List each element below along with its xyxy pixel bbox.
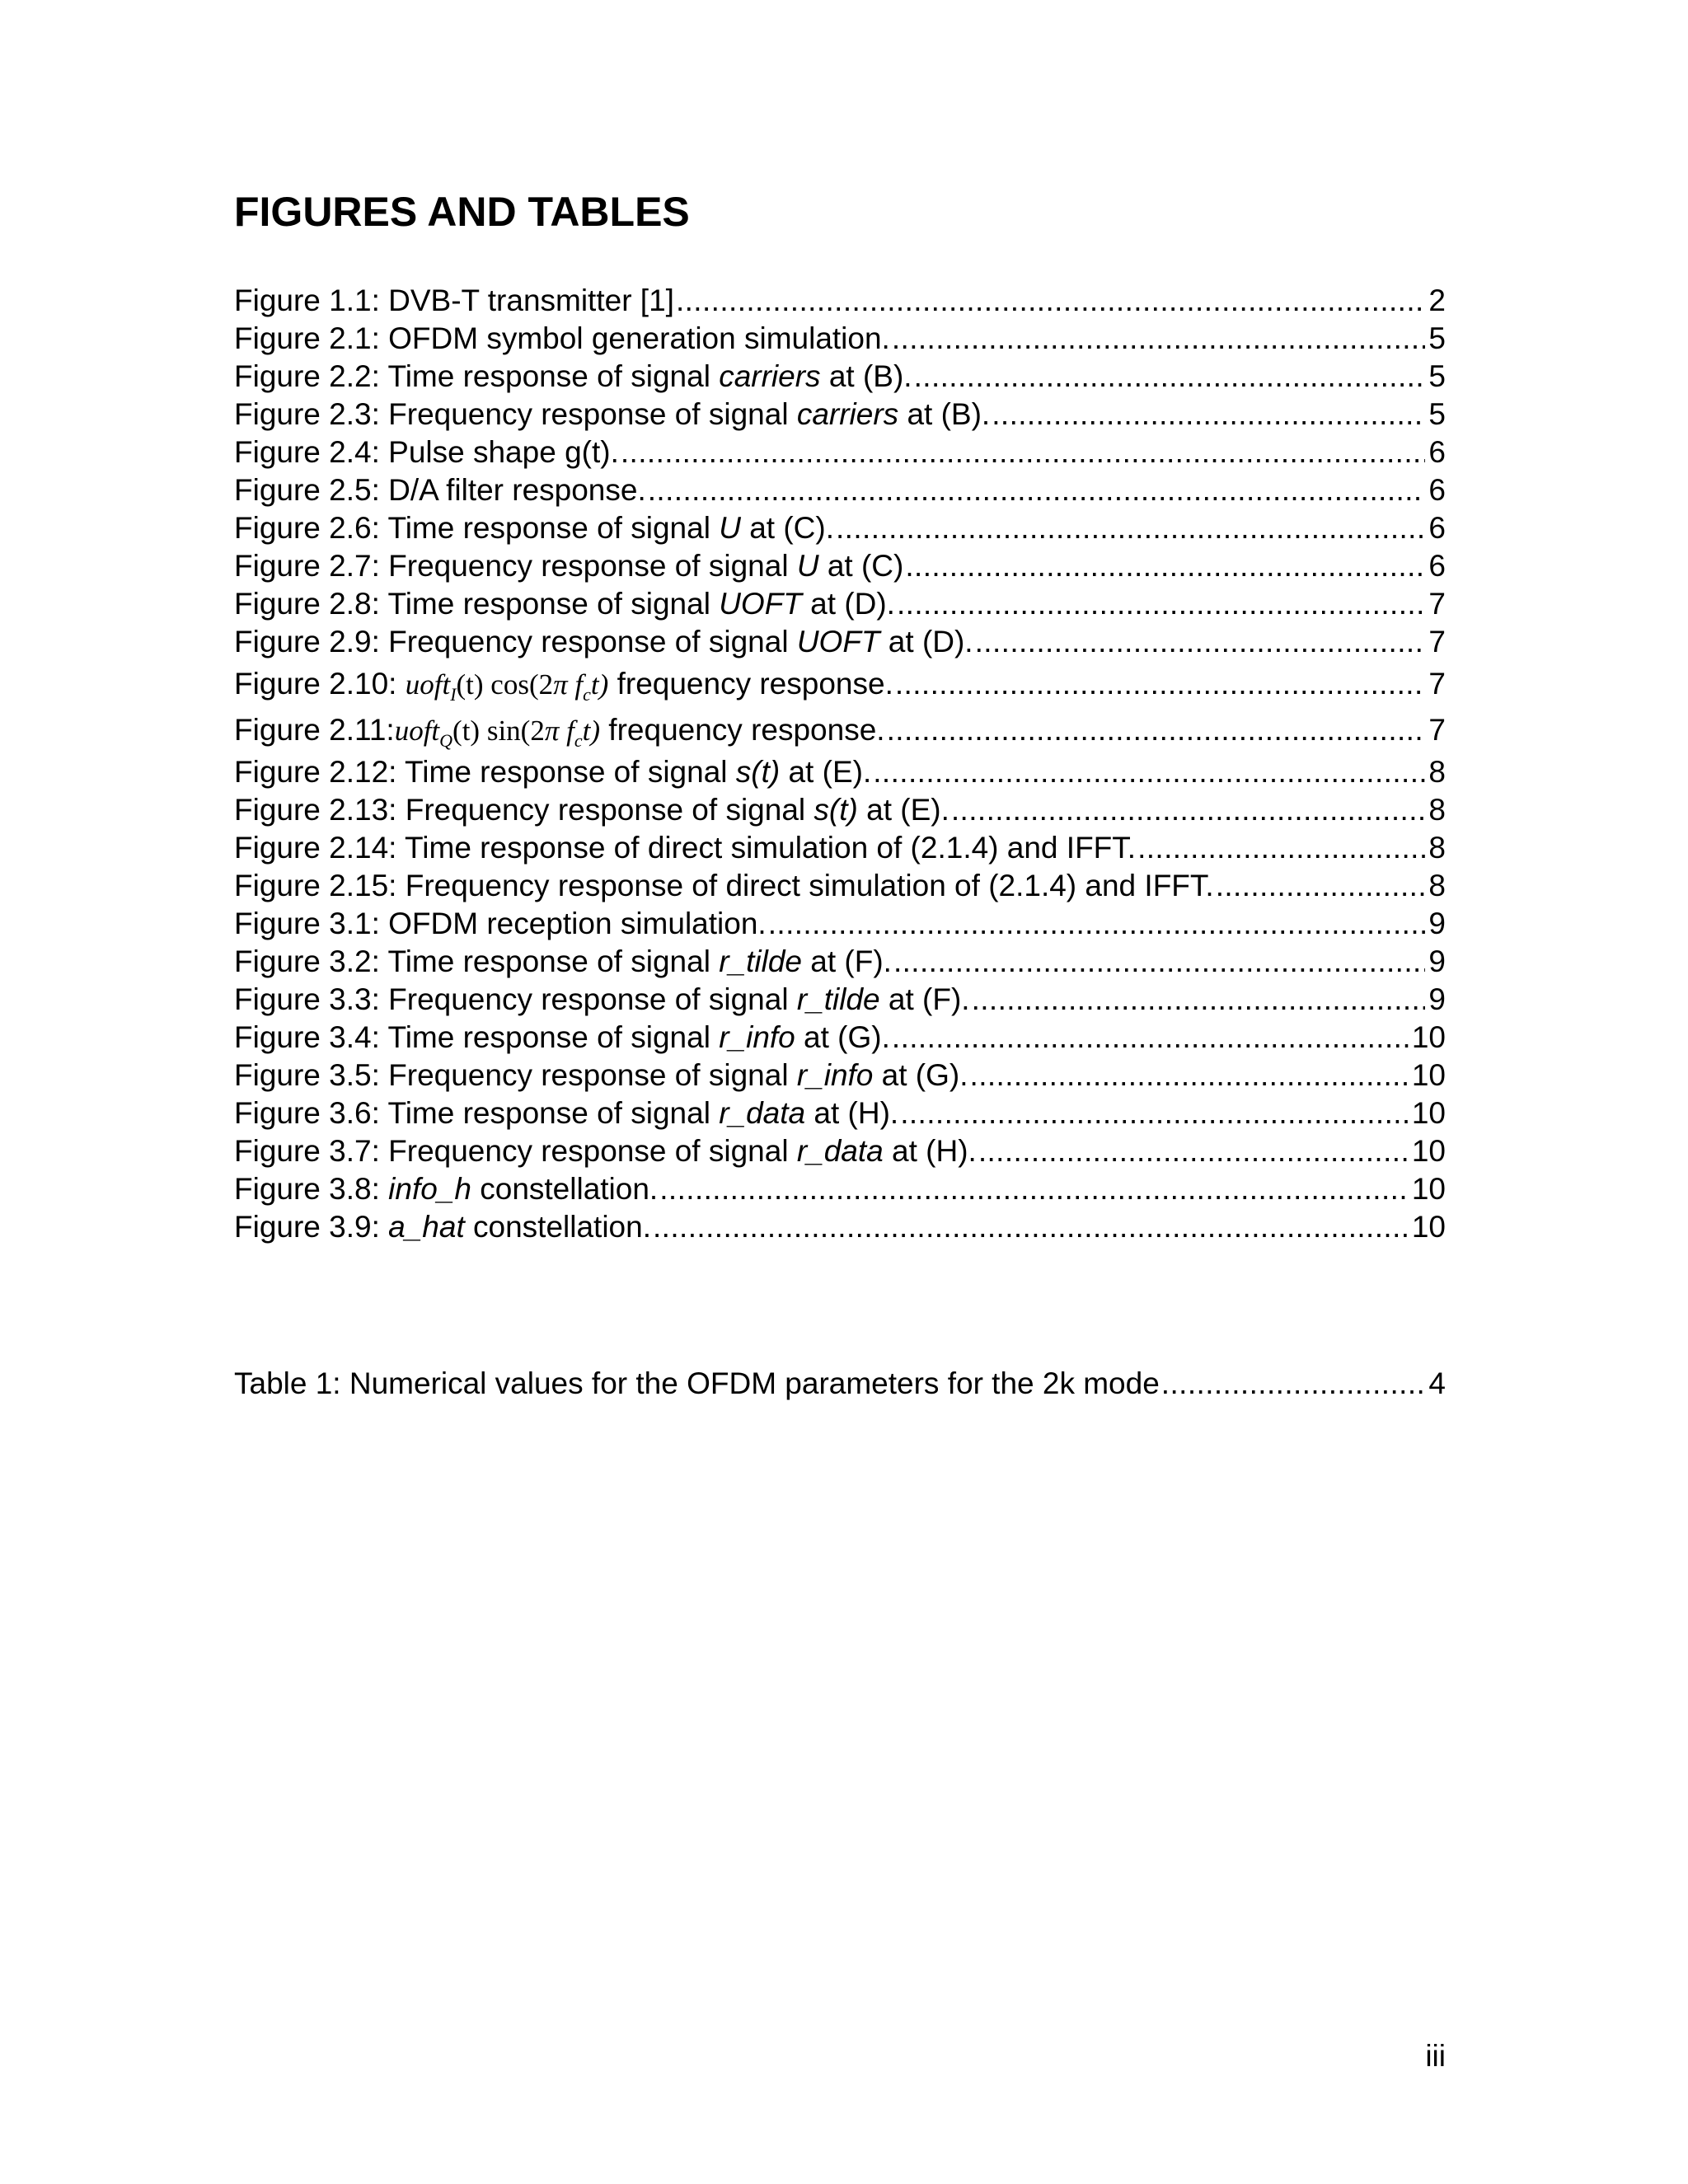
toc-entry-figure-3-4[interactable]	[234, 1019, 1446, 1057]
toc-entry-figure-3-6[interactable]	[234, 1094, 1446, 1132]
toc-entry-page: 7	[1428, 587, 1446, 621]
dot-leader	[975, 623, 1426, 661]
toc-entry-figure-2-8[interactable]	[234, 585, 1446, 623]
toc-entry-page: 10	[1411, 1172, 1446, 1206]
toc-entry-label: Figure 2.3: Frequency response of signal carriers at (B).	[234, 397, 991, 431]
dot-leader	[653, 1208, 1409, 1246]
toc-entry-page: 10	[1411, 1096, 1446, 1130]
list-of-tables	[234, 1365, 1446, 1403]
toc-entry-figure-2-2[interactable]	[234, 358, 1446, 396]
toc-entry-label: Figure 2.14: Time response of direct simulation of (2.1.4) and IFFT.	[234, 831, 1137, 865]
toc-entry-label: Figure 3.8: info_h constellation.	[234, 1172, 659, 1206]
toc-entry-page: 10	[1411, 1020, 1446, 1054]
toc-entry-label: Figure 3.4: Time response of signal r_info at (G).	[234, 1020, 890, 1054]
toc-entry-page: 8	[1428, 831, 1446, 865]
dot-leader	[972, 981, 1426, 1019]
toc-entry-figure-2-4[interactable]	[234, 434, 1446, 471]
toc-entry-label: Figure 2.12: Time response of signal s(t) at (E).	[234, 755, 872, 789]
toc-entry-page: 6	[1428, 435, 1446, 469]
toc-entry-figure-2-11[interactable]	[234, 707, 1446, 753]
dot-leader	[768, 905, 1426, 943]
toc-entry-label: Figure 3.6: Time response of signal r_data at (H).	[234, 1096, 899, 1130]
dot-leader	[676, 282, 1425, 320]
dot-leader	[905, 547, 1425, 585]
toc-entry-page: 8	[1428, 793, 1446, 827]
toc-entry-page: 7	[1428, 667, 1446, 701]
dot-leader	[659, 1170, 1409, 1208]
dot-leader	[873, 753, 1425, 791]
toc-entry-page: 10	[1411, 1058, 1446, 1092]
toc-entry-figure-3-1[interactable]	[234, 905, 1446, 943]
toc-entry-figure-3-5[interactable]	[234, 1057, 1446, 1094]
dot-leader	[970, 1057, 1409, 1094]
toc-entry-label: Figure 2.7: Frequency response of signal U at (C)	[234, 549, 904, 583]
list-of-figures	[234, 282, 1446, 1246]
toc-entry-figure-2-6[interactable]	[234, 509, 1446, 547]
toc-entry-label: Figure 3.5: Frequency response of signal r_info at (G).	[234, 1058, 968, 1092]
toc-entry-label: Figure 3.9: a_hat constellation.	[234, 1210, 651, 1244]
math-expression: uoft$_I$(t) cos(2π $f_ct$)	[405, 668, 609, 705]
toc-entry-label: Figure 3.2: Time response of signal r_tilde at (F).	[234, 944, 892, 978]
toc-entry-page: 9	[1428, 982, 1446, 1016]
toc-entry-page: 5	[1428, 359, 1446, 393]
toc-entry-label: Figure 2.8: Time response of signal UOFT at (D).	[234, 587, 895, 621]
toc-entry-page: 9	[1428, 944, 1446, 978]
dot-leader	[992, 396, 1425, 434]
dot-leader	[897, 585, 1425, 623]
dot-leader	[1161, 1365, 1426, 1403]
toc-entry-figure-2-13[interactable]	[234, 791, 1446, 829]
toc-entry-figure-3-9[interactable]	[234, 1208, 1446, 1246]
toc-entry-label: Figure 3.1: OFDM reception simulation.	[234, 907, 767, 940]
toc-entry-figure-3-3[interactable]	[234, 981, 1446, 1019]
toc-entry-label: Figure 2.15: Frequency response of direct simulation of (2.1.4) and IFFT.	[234, 869, 1214, 902]
dot-leader	[914, 358, 1426, 396]
toc-entry-page: 6	[1428, 549, 1446, 583]
toc-entry-page: 9	[1428, 907, 1446, 940]
dot-leader	[892, 1019, 1409, 1057]
page-title: FIGURES AND TABLES	[234, 189, 690, 235]
toc-entry-page: 8	[1428, 755, 1446, 789]
toc-entry-figure-3-7[interactable]	[234, 1132, 1446, 1170]
toc-entry-page: 4	[1428, 1366, 1446, 1400]
dot-leader	[1216, 867, 1426, 905]
toc-entry-figure-3-2[interactable]	[234, 943, 1446, 981]
page-number: iii	[1425, 2039, 1446, 2073]
toc-entry-page: 6	[1428, 473, 1446, 507]
dot-leader	[900, 1094, 1409, 1132]
toc-entry-page: 10	[1411, 1210, 1446, 1244]
toc-entry-figure-2-1[interactable]	[234, 320, 1446, 358]
toc-entry-table-1[interactable]	[234, 1365, 1446, 1403]
toc-entry-label: Figure 2.6: Time response of signal U at (C).	[234, 511, 834, 545]
toc-entry-page: 6	[1428, 511, 1446, 545]
toc-entry-page: 10	[1411, 1134, 1446, 1168]
dot-leader	[648, 471, 1426, 509]
toc-entry-label: Figure 2.11:uoft$_Q$(t) sin(2π $f_ct$) frequency response.	[234, 713, 885, 751]
toc-entry-figure-2-15[interactable]	[234, 867, 1446, 905]
toc-entry-label: Figure 2.1: OFDM symbol generation simulation.	[234, 321, 890, 355]
toc-entry-page: 7	[1428, 625, 1446, 658]
toc-entry-label: Figure 2.2: Time response of signal carriers at (B).	[234, 359, 912, 393]
toc-entry-page: 7	[1428, 713, 1446, 747]
toc-entry-page: 5	[1428, 321, 1446, 355]
toc-entry-page: 2	[1428, 284, 1446, 317]
toc-entry-figure-2-14[interactable]	[234, 829, 1446, 867]
dot-leader	[836, 509, 1425, 547]
toc-entry-figure-1-1[interactable]	[234, 282, 1446, 320]
dot-leader	[892, 320, 1426, 358]
toc-entry-page: 8	[1428, 869, 1446, 902]
toc-entry-label: Figure 1.1: DVB-T transmitter [1]	[234, 284, 674, 317]
toc-entry-figure-3-8[interactable]	[234, 1170, 1446, 1208]
dot-leader	[621, 434, 1426, 471]
toc-entry-page: 5	[1428, 397, 1446, 431]
dot-leader	[893, 943, 1425, 981]
toc-entry-figure-2-12[interactable]	[234, 753, 1446, 791]
toc-entry-label: Figure 3.7: Frequency response of signal r_data at (H).	[234, 1134, 977, 1168]
toc-entry-figure-2-3[interactable]	[234, 396, 1446, 434]
toc-entry-label: Figure 3.3: Frequency response of signal r_tilde at (F).	[234, 982, 970, 1016]
toc-entry-label: Figure 2.13: Frequency response of signal s(t) at (E).	[234, 793, 950, 827]
toc-entry-label: Figure 2.5: D/A filter response.	[234, 473, 646, 507]
toc-entry-label: Figure 2.4: Pulse shape g(t).	[234, 435, 619, 469]
toc-entry-figure-2-9[interactable]	[234, 623, 1446, 661]
toc-entry-label: Figure 2.10: uoft$_I$(t) cos(2π $f_ct$) frequency response.	[234, 667, 893, 705]
math-expression: uoft$_Q$(t) sin(2π $f_ct$)	[394, 715, 601, 751]
toc-entry-label: Figure 2.9: Frequency response of signal UOFT at (D).	[234, 625, 973, 658]
dot-leader	[895, 661, 1426, 707]
toc-entry-figure-2-10[interactable]	[234, 661, 1446, 707]
dot-leader	[1137, 829, 1425, 867]
toc-entry-label: Table 1: Numerical values for the OFDM parameters for the 2k mode	[234, 1366, 1160, 1400]
dot-leader	[978, 1132, 1409, 1170]
toc-entry-figure-2-7[interactable]	[234, 547, 1446, 585]
dot-leader	[951, 791, 1426, 829]
toc-entry-figure-2-5[interactable]	[234, 471, 1446, 509]
dot-leader	[887, 707, 1426, 753]
